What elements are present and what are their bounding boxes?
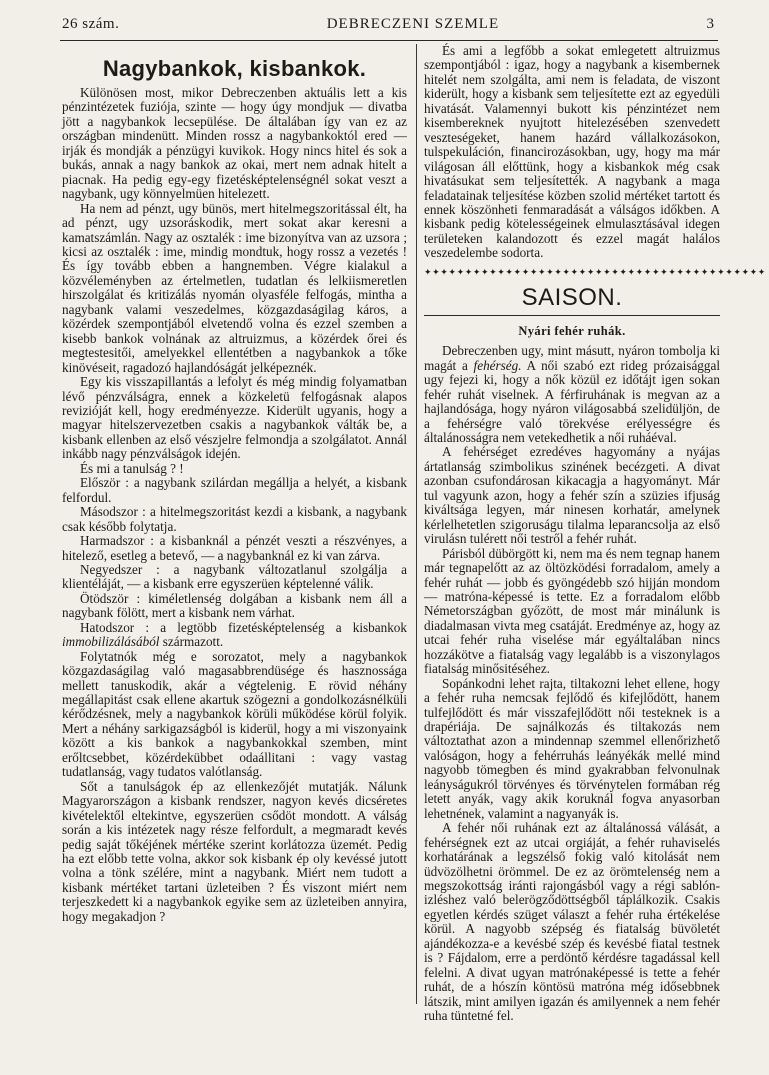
p1-end: A női szabó ezt rideg prózaisággal ugy fejezi ki, hogy a nők közül ez időtájt igen sokan fehér ruhát viselnek. A férfiruhának is megvan az a hajlandósága, hogy nyáron világosabbá szelidüljön, de a fehérségre való törekvése erélyességre és általánosságra nem vetekedhetik a női ruháéval. [424,357,720,445]
point-six-italic: immobilizálásából [62,634,160,650]
section-subtitle: Nyári fehér ruhák. [518,323,626,338]
point-item: Negyedszer : a nagybank változatlanul szolgálja a klientéláját, — a kisbank erre egyszerüen képtelenné válik. [62,561,407,592]
saison-paragraph: Párisból dübörgött ki, nem ma és nem tegnap hanem már tegnapelőtt az az öltözködési forradalom, amely a fehér ruhát — jobb és gyöngédebb szó hijján mondom — matróna-képessé is tette. Ez a forradalom előbb Németországban győzött, de most már minálunk is diadalmasan vivta meg csatáját. Eredménye az, hogy az utcai fehér ruha viselése már egyáltalában nincs hozzákötve a fiatalság vagy legalább is a viszonylagos fiatalság minősitéséhez. [424,545,720,677]
issue-number: 26 szám. [62,16,120,32]
point-item: Ötödször : kiméletlenség dolgában a kisbank nem áll a nagybank fölött, mert a kisbank nem várhat. [62,590,407,621]
article-paragraph: Egy kis visszapillantás a lefolyt és még mindig folyamatban lévő pénzválságra, ennek a közkeletü felfogásnak alapos revizióját kell, hogy eredményezze. Kiderült ugyanis, hogy a magyar hitelszervezetben csakis a nagybankok válták be, a kisbank ellenben az első vészjelre felmondja a szolgálatot. Annál inkább nagy pénzválságok idején. [62,374,407,462]
running-head [62,16,714,38]
article-question: És mi a tanulság ? ! [80,460,184,476]
saison-paragraph-first [424,344,720,445]
saison-paragraph: Sopánkodni lehet rajta, tiltakozni lehet ellene, hogy a fehér ruha nemcsak fejlődő és kifejlődött, hanem tulfejlődött és már visszafejlődött női testeknek is a drapériája. De sajnálkozás és tiltakozás nem változtathat azon a mindennap szemmel ellenőrizhető valóságon, hogy a fehérruhás leányékák mellé mind nagyobb tömegben és mind gyakrabban felvonulnak leányságukról törvényes és törvénytelen formában rég letett anyák, vagy akik koruknál fogva anyasorban lehetnének, valamint a nagyanyák is. [424,675,720,821]
header-rule [60,40,718,41]
point-item: Harmadszor : a kisbanknál a pénzét veszti a részvényes, a hitelező, esetleg a betevő, — a nagybanknál ez ki van zárva. [62,533,407,563]
article-paragraph: Sőt a tanulságok ép az ellenkezőjét mutatják. Nálunk Magyarországon a kisbank rendszer, nagyon kevés dicséretes kivételektől eltekintve, egyszerüen csődöt mondott. A válság során a kis intézetek nagy része felfordult, a megmaradt kevés pedig saját tőkéjének mértéke szerint korlátozza üzemét. Pedig ha ezt előbb tette volna, akkor sok kisbank ép oly kevéssé jutott volna a tönk szélére, mint a nagybank. Miért nem tudott a kisbank mértéket tartani üzleteiben ? És viszont miért nem terjeszkedett ki a nagybankok egyike sem az üzleteiben annyira, hogy megakadjon ? [62,778,407,924]
right-column [424,43,766,1024]
article-continuation: És ami a legfőbb a sokat emlegetett altruizmus szempontjából : igaz, hogy a nagybank a kisembernek hitelét nem szolgálta, ami nem is feladata, de viszont kiderült, hogy a kisbank sem teljesítette ezt az egyedüli hivatását. Valamennyi bukott kis pénzintézet nem kisembereknek nyujtott hitelezésében szenvedett veszteségeket, hanem hazárd vállalkozásokon, tulspekuláción, financirozásokban, ugy, hogy ma már világosan áll előttünk, hogy a kisbankok még csak hivatásukat sem teljesítették. A nagybank a maga feladatainak teljesítése közben szolid mértéket tartott és ennek köszönheti fenmaradását a válságos időkben. A kisbank pedig kötelességeinek elmulasztásával idegen területeken kalandozott és ezzel magát halálos veszedelembe sodorta. [424,43,720,261]
journal-title: DEBRECZENI SZEMLE [326,16,500,32]
article-title: Nagybankok, kisbankok. [102,56,367,81]
p1-start: Debreczenben ugy, mint másutt, nyáron tombolja ki magát a [424,343,720,373]
point-item-sixth [62,621,407,650]
section-rule [424,315,720,316]
left-column [62,44,407,924]
saison-paragraph: A fehér női ruhának ezt az általánossá válását, a fehérségnek ezt az utcai orgiáját, a fehér ruhaviselés korhatárának a legszélső fokig való kitolását nem üdvözölhetni örömmel. De ez az örömtelenség nem a megszokottság iránti rajongásból vagy a régi sablón-izléshez való belerögződöttségből táplálkozik. Csakis egyetlen kérdés szüget választ a fehér ruha értékelése körül. A nagyobb szépség és fiatalság büvöletét ajándékozza-e a kevésbé szép és kevésbé fiatal testnek is ? Fájdalom, erre a perdöntő kérdésre tagadással kell felelni. A divat ugyan matrónaképessé is tette a fehér ruhát, de a hószín köntösü matróna még idősebbnek látszik, mint amilyen igazán és amilyennek a nem fehér ruha tüntetné fel. [424,820,720,1024]
point-six-text: Hatodszor : a legtöbb fizetésképtelenség a kisbankok [80,619,407,635]
article-paragraph: Különösen most, mikor Debreczenben aktuális lett a kis pénzintézetek fuziója, szinte — hogy úgy mondjuk — divatba jött a nagybankok lecsepülése. De általában így van ez az országban mindenütt. Minden rossz a nagybankoktól ered — irják és mondják a pénzügyi kuvikok. Hogy nincs hitel és sok a bukás, annak a nagy bankok az okai, mert nem adnak hitelt a piacnak. Ha pedig egy-egy fizetésképtelenségnél sokat veszt a nagybank, ugy könnyelmüen hitelezett. [62,85,407,202]
point-item: Másodszor : a hitelmegszoritást kezdi a kisbank, a nagybank csak később folytatja. [62,504,407,534]
column-divider [416,44,417,1004]
saison-paragraph: A fehérséget ezredéves hagyomány a nyájas ártatlanság szimbolikus szinének becézgeti. A divat azonban csufondárosan kikacagja a hagyományt. Már tul vagyunk azon, hogy a fehér szín a szüzies ifjuság kiváltsága legyen, már ninesen korhatár, amelynek kérlelhetetlen szigoruságu tilalma leparancsolja az első virulásn tulérett női testről a fehér ruhát. [424,444,720,547]
p1-italic: fehérség. [473,357,522,373]
article-paragraph: Ha nem ad pénzt, ugy bünös, mert hitelmegszoritással élt, ha ad pénzt, ugy uzsoráskodik, mert sokat akar keresni a kamatszámlán. Nagy az osztalék : ime bizonyítva van az uzsora ; kicsi az osztalék : ime, mindig mondtuk, hogy rossz a vezetés ! És így tovább ebben a hangnemben. Végre kialakul a közvéleményben az értelmetlen, tudatlan és lelkiismeretlen hirszolgálat és kritizálás nyomán olyasféle felfogás, mintha a nagybank valami veszedelmes, közgazdaságilag káros, a közérdek szempontjából elvetendő volna és ezzel szemben a kisebb bankok volnának az altruizmus, a közérdek őrei és megtestesitői, amelyekkel ellentétben a nagybankok a tőke kinövéseit, ragadozó hajlandóságát jelképeznék. [62,200,407,375]
point-item: Először : a nagybank szilárdan megállja a helyét, a kisbank felfordul. [62,475,407,505]
page-number: 3 [706,16,714,32]
point-six-end: származott. [162,634,224,650]
article-paragraph: Folytatnók még e sorozatot, mely a nagybankok közgazdaságilag való magasabbrendüsége és hasznossága mellett tanuskodik, akár a végtelenig. E rövid néhány megállapitást csak ellene akartuk szögezni a gondolkozásnélküli kérődzésnek, mely a nagybankok körüli működése körül folyik. Mert a néhány sarkigazságból is kiderül, hogy a mi viszonyaink között a kis bankok a nagybankokkal szemben, mint erőltcsebbet, közérdekübbet odaállitani : vagy vastag tudatlanság, vagy tudatos valótlanság. [62,648,407,780]
section-title: SAISON. [521,283,623,311]
ornament-divider: ✦✦✦✦✦✦✦✦✦✦✦✦✦✦✦✦✦✦✦✦✦✦✦✦✦✦✦✦✦✦✦✦✦✦✦✦✦✦✦✦✦✦ [424,267,766,278]
